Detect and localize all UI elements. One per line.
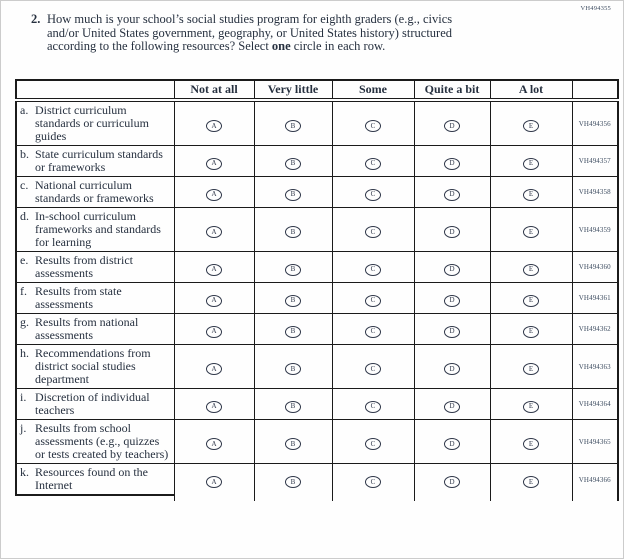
stub-cell <box>174 495 254 501</box>
answer-cell <box>254 314 332 345</box>
answer-cell <box>332 283 414 314</box>
row-accession-code: VH494360 <box>572 252 618 283</box>
answer-cell <box>174 252 254 283</box>
answer-cell <box>414 177 490 208</box>
row-accession-code: VH494357 <box>572 146 618 177</box>
row-letter: g. <box>20 315 29 329</box>
row-label-text: In-school curriculum frameworks and standards for learning <box>35 209 161 249</box>
answer-bubble-B[interactable]: B <box>285 158 301 170</box>
row-letter: f. <box>20 284 27 298</box>
answer-bubble-B[interactable]: B <box>285 476 301 488</box>
page-accession-code: VH494355 <box>580 5 611 12</box>
answer-bubble-D[interactable]: D <box>444 326 460 338</box>
answer-cell <box>332 252 414 283</box>
answer-cell <box>254 464 332 496</box>
row-label <box>16 314 174 345</box>
row-letter: e. <box>20 253 29 267</box>
answer-cell <box>490 208 572 252</box>
answer-cell <box>174 100 254 146</box>
row-label <box>16 208 174 252</box>
answer-cell <box>254 146 332 177</box>
answer-bubble-B[interactable]: B <box>285 189 301 201</box>
answer-bubble-E[interactable]: E <box>523 476 539 488</box>
stub-cell <box>490 495 572 501</box>
answer-cell <box>174 420 254 464</box>
row-label-text: State curriculum standards or frameworks <box>35 147 163 174</box>
answer-bubble-C[interactable]: C <box>365 226 381 238</box>
table-row <box>16 464 618 496</box>
stub-cell <box>254 495 332 501</box>
row-label-text: Resources found on the Internet <box>35 465 148 492</box>
row-letter: d. <box>20 209 29 223</box>
table-row <box>16 314 618 345</box>
answer-bubble-D[interactable]: D <box>444 189 460 201</box>
row-label <box>16 146 174 177</box>
row-accession-code: VH494358 <box>572 177 618 208</box>
response-table-wrap <box>15 79 617 501</box>
answer-cell <box>254 345 332 389</box>
row-letter: a. <box>20 103 29 117</box>
answer-bubble-B[interactable]: B <box>285 295 301 307</box>
answer-bubble-D[interactable]: D <box>444 158 460 170</box>
row-letter: h. <box>20 346 29 360</box>
answer-cell <box>254 283 332 314</box>
answer-cell <box>490 464 572 496</box>
row-label-text: Results from state assessments <box>35 284 122 311</box>
answer-cell <box>332 464 414 496</box>
row-label <box>16 345 174 389</box>
table-row <box>16 252 618 283</box>
row-label <box>16 252 174 283</box>
answer-bubble-B[interactable]: B <box>285 264 301 276</box>
table-row <box>16 100 618 146</box>
table-row <box>16 389 618 420</box>
answer-cell <box>490 177 572 208</box>
table-row <box>16 345 618 389</box>
answer-bubble-A[interactable]: A <box>206 189 222 201</box>
answer-bubble-D[interactable]: D <box>444 295 460 307</box>
row-letter: c. <box>20 178 29 192</box>
answer-cell <box>414 283 490 314</box>
question-bold-word: one <box>271 39 291 53</box>
answer-bubble-A[interactable]: A <box>206 326 222 338</box>
answer-cell <box>332 177 414 208</box>
answer-bubble-A[interactable]: A <box>206 401 222 413</box>
table-row <box>16 146 618 177</box>
row-label <box>16 389 174 420</box>
answer-cell <box>174 283 254 314</box>
answer-cell <box>174 464 254 496</box>
answer-bubble-E[interactable]: E <box>523 264 539 276</box>
question-line-1: How much is your school’s social studies program for eighth graders (e.g., civics <box>47 12 453 26</box>
answer-cell <box>414 464 490 496</box>
row-label <box>16 283 174 314</box>
answer-bubble-E[interactable]: E <box>523 363 539 375</box>
row-accession-code: VH494362 <box>572 314 618 345</box>
answer-bubble-E[interactable]: E <box>523 401 539 413</box>
answer-bubble-A[interactable]: A <box>206 120 222 132</box>
answer-cell <box>414 314 490 345</box>
question-line-2: and/or United States government, geography, or United States history) structured <box>47 25 452 40</box>
row-label <box>16 464 174 496</box>
answer-bubble-E[interactable]: E <box>523 189 539 201</box>
answer-cell <box>490 314 572 345</box>
answer-bubble-E[interactable]: E <box>523 326 539 338</box>
stub-cell <box>414 495 490 501</box>
row-letter: i. <box>20 390 27 404</box>
row-accession-code: VH494364 <box>572 389 618 420</box>
table-row <box>16 420 618 464</box>
header-empty-label <box>16 80 174 100</box>
answer-bubble-D[interactable]: D <box>444 438 460 450</box>
answer-bubble-E[interactable]: E <box>523 295 539 307</box>
answer-cell <box>174 177 254 208</box>
answer-bubble-C[interactable]: C <box>365 120 381 132</box>
answer-cell <box>414 100 490 146</box>
column-header-a-lot: A lot <box>490 80 572 100</box>
row-accession-code: VH494356 <box>572 100 618 146</box>
answer-cell <box>332 146 414 177</box>
answer-bubble-C[interactable]: C <box>365 264 381 276</box>
answer-cell <box>490 389 572 420</box>
row-accession-code: VH494365 <box>572 420 618 464</box>
answer-bubble-A[interactable]: A <box>206 264 222 276</box>
row-label-text: Results from national assessments <box>35 315 139 342</box>
table-row <box>16 283 618 314</box>
column-header-some: Some <box>332 80 414 100</box>
header-empty-code <box>572 80 618 100</box>
question-number: 2. <box>31 12 41 26</box>
row-label-text: Recommendations from district social studies department <box>35 346 151 386</box>
row-accession-code: VH494363 <box>572 345 618 389</box>
answer-cell <box>254 420 332 464</box>
answer-cell <box>332 208 414 252</box>
answer-cell <box>414 420 490 464</box>
answer-cell <box>332 314 414 345</box>
row-letter: k. <box>20 465 29 479</box>
answer-cell <box>332 389 414 420</box>
answer-cell <box>174 146 254 177</box>
row-label <box>16 177 174 208</box>
row-label <box>16 420 174 464</box>
table-row <box>16 208 618 252</box>
row-letter: b. <box>20 147 29 161</box>
answer-bubble-C[interactable]: C <box>365 401 381 413</box>
answer-cell <box>490 100 572 146</box>
answer-bubble-D[interactable]: D <box>444 363 460 375</box>
answer-bubble-A[interactable]: A <box>206 158 222 170</box>
answer-bubble-A[interactable]: A <box>206 363 222 375</box>
answer-bubble-C[interactable]: C <box>365 363 381 375</box>
answer-bubble-D[interactable]: D <box>444 120 460 132</box>
row-accession-code: VH494361 <box>572 283 618 314</box>
row-label-text: Discretion of individual teachers <box>35 390 150 417</box>
answer-bubble-B[interactable]: B <box>285 363 301 375</box>
stub-cell <box>332 495 414 501</box>
answer-bubble-E[interactable]: E <box>523 226 539 238</box>
answer-bubble-C[interactable]: C <box>365 189 381 201</box>
question-block <box>31 13 583 54</box>
column-header-not-at-all: Not at all <box>174 80 254 100</box>
answer-cell <box>332 345 414 389</box>
answer-bubble-B[interactable]: B <box>285 226 301 238</box>
stub-cell <box>16 495 174 501</box>
answer-bubble-D[interactable]: D <box>444 476 460 488</box>
answer-bubble-C[interactable]: C <box>365 326 381 338</box>
answer-bubble-B[interactable]: B <box>285 438 301 450</box>
answer-cell <box>414 345 490 389</box>
answer-cell <box>490 252 572 283</box>
row-label-text: Results from district assessments <box>35 253 133 280</box>
cropped-next-row-stub <box>16 495 618 501</box>
answer-cell <box>490 420 572 464</box>
column-header-quite-a-bit: Quite a bit <box>414 80 490 100</box>
answer-bubble-A[interactable]: A <box>206 476 222 488</box>
header-row <box>16 80 618 100</box>
answer-cell <box>174 389 254 420</box>
answer-bubble-B[interactable]: B <box>285 120 301 132</box>
answer-bubble-C[interactable]: C <box>365 438 381 450</box>
answer-bubble-A[interactable]: A <box>206 226 222 238</box>
question-text <box>47 13 583 54</box>
stub-cell <box>572 495 618 501</box>
answer-bubble-D[interactable]: D <box>444 401 460 413</box>
answer-cell <box>174 314 254 345</box>
answer-cell <box>414 146 490 177</box>
answer-cell <box>254 177 332 208</box>
answer-bubble-A[interactable]: A <box>206 438 222 450</box>
answer-cell <box>254 389 332 420</box>
table-row <box>16 177 618 208</box>
answer-cell <box>490 146 572 177</box>
answer-cell <box>174 208 254 252</box>
row-letter: j. <box>20 421 27 435</box>
answer-cell <box>254 100 332 146</box>
answer-bubble-C[interactable]: C <box>365 158 381 170</box>
row-label <box>16 100 174 146</box>
answer-cell <box>254 208 332 252</box>
row-label-text: District curriculum standards or curriculum guides <box>35 103 149 143</box>
answer-cell <box>490 345 572 389</box>
answer-cell <box>414 389 490 420</box>
answer-bubble-E[interactable]: E <box>523 120 539 132</box>
response-table <box>15 79 619 501</box>
answer-bubble-E[interactable]: E <box>523 438 539 450</box>
answer-cell <box>332 420 414 464</box>
row-label-text: Results from school assessments (e.g., quizzes or tests created by teachers) <box>35 421 169 461</box>
column-header-very-little: Very little <box>254 80 332 100</box>
answer-bubble-E[interactable]: E <box>523 158 539 170</box>
row-accession-code: VH494366 <box>572 464 618 496</box>
row-label-text: National curriculum standards or frameworks <box>35 178 154 205</box>
answer-cell <box>174 345 254 389</box>
answer-cell <box>490 283 572 314</box>
answer-cell <box>414 208 490 252</box>
answer-cell <box>414 252 490 283</box>
answer-bubble-D[interactable]: D <box>444 264 460 276</box>
answer-bubble-A[interactable]: A <box>206 295 222 307</box>
answer-cell <box>254 252 332 283</box>
question-line-3: according to the following resources? Select one circle in each row. <box>47 39 386 53</box>
answer-bubble-B[interactable]: B <box>285 326 301 338</box>
answer-cell <box>332 100 414 146</box>
answer-bubble-D[interactable]: D <box>444 226 460 238</box>
answer-bubble-C[interactable]: C <box>365 476 381 488</box>
answer-bubble-C[interactable]: C <box>365 295 381 307</box>
row-accession-code: VH494359 <box>572 208 618 252</box>
answer-bubble-B[interactable]: B <box>285 401 301 413</box>
